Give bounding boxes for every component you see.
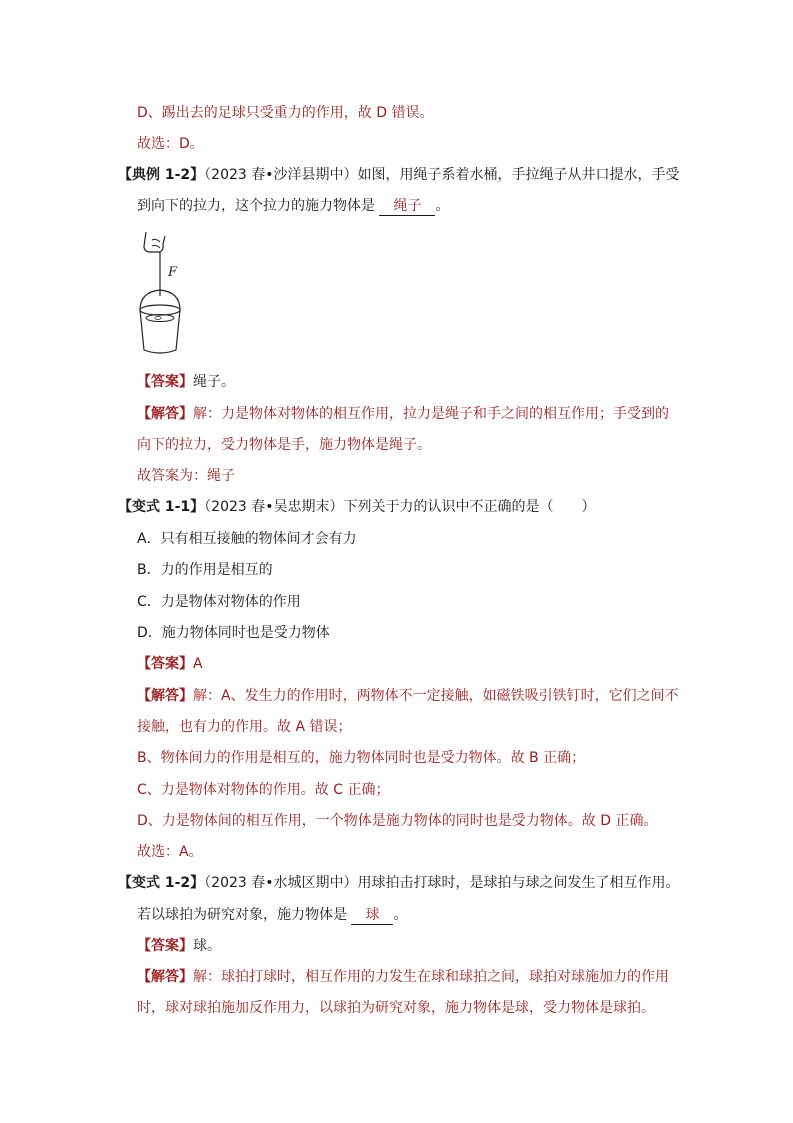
solution-1-line2: 向下的拉力，受力物体是手，施力物体是绳子。 xyxy=(137,437,431,453)
variant-text: 。 xyxy=(393,907,408,923)
option-c: C．力是物体对物体的作用 xyxy=(137,594,301,610)
solution-2-b: B、物体间力的作用是相互的，施力物体同时也是受力物体。故 B 正确； xyxy=(137,750,586,766)
variant-tag: 【变式 1-1】 xyxy=(118,499,205,515)
variant-1-1-question xyxy=(118,497,596,517)
option-d: D．施力物体同时也是受力物体 xyxy=(137,625,330,641)
answer-tag: 【答案】 xyxy=(137,374,193,390)
example-1-2-line2 xyxy=(137,196,449,216)
solution-1-line1 xyxy=(137,404,669,424)
example-text: 。 xyxy=(435,198,450,214)
answer-text: 绳子。 xyxy=(193,374,235,390)
answer-text: 球。 xyxy=(193,938,221,954)
force-label: F xyxy=(168,265,178,280)
solution-text: 解：A、发生力的作用时，两物体不一定接触，如磁铁吸引铁钉时，它们之间不 xyxy=(193,688,679,704)
example-text: 到向下的拉力，这个拉力的施力物体是 xyxy=(137,198,375,214)
variant-text: 若以球拍为研究对象，施力物体是 xyxy=(137,907,347,923)
solution-2-d: D、力是物体间的相互作用，一个物体是施力物体的同时也是受力物体。故 D 正确。 xyxy=(137,813,658,829)
blank-answer: 球 xyxy=(365,907,380,923)
choice-conclusion: 故选：D。 xyxy=(137,136,204,152)
example-1-2-line1 xyxy=(118,165,680,185)
solution-text: 解：球拍打球时，相互作用的力发生在球和球拍之间，球拍对球施加力的作用 xyxy=(193,969,669,985)
bucket-figure xyxy=(134,230,194,355)
example-tag: 【典例 1-2】 xyxy=(118,167,205,183)
answer-1 xyxy=(137,372,235,392)
hand-icon xyxy=(144,232,165,252)
solution-tag: 【解答】 xyxy=(137,969,193,985)
answer-tag: 【答案】 xyxy=(137,656,193,672)
answer-2 xyxy=(137,654,203,674)
solution-2-line2: 接触，也有力的作用。故 A 错误； xyxy=(137,719,352,735)
variant-tag: 【变式 1-2】 xyxy=(118,875,205,891)
option-a: A．只有相互接触的物体间才会有力 xyxy=(137,531,357,547)
solution-3-line1 xyxy=(137,967,669,987)
option-d-explanation: D、踢出去的足球只受重力的作用，故 D 错误。 xyxy=(137,105,434,121)
fill-blank xyxy=(351,906,393,925)
blank-answer: 绳子 xyxy=(393,198,422,214)
variant-1-2-line2 xyxy=(137,905,407,925)
solution-2-end: 故选：A。 xyxy=(137,844,203,860)
option-b: B．力的作用是相互的 xyxy=(137,562,273,578)
solution-text: 解：力是物体对物体的相互作用，拉力是绳子和手之间的相互作用；手受到的 xyxy=(193,406,669,422)
example-text: （2023 春•沙洋县期中）如图，用绳子系着水桶，手拉绳子从井口提水，手受 xyxy=(204,167,680,183)
variant-text: （2023 春•吴忠期末）下列关于力的认识中不正确的是（ ） xyxy=(204,499,596,515)
solution-2-c: C、力是物体对物体的作用。故 C 正确； xyxy=(137,782,390,798)
solution-3-line2: 时，球对球拍施加反作用力，以球拍为研究对象，施力物体是球，受力物体是球拍。 xyxy=(137,1000,655,1016)
solution-tag: 【解答】 xyxy=(137,688,193,704)
solution-1-line3: 故答案为：绳子 xyxy=(137,468,235,484)
variant-text: （2023 春•水城区期中）用球拍击打球时，是球拍与球之间发生了相互作用。 xyxy=(204,875,680,891)
fill-blank xyxy=(379,197,435,216)
variant-1-2-line1 xyxy=(118,873,680,893)
bucket-rim xyxy=(140,305,180,315)
answer-3 xyxy=(137,936,221,956)
solution-2-line1 xyxy=(137,686,679,706)
answer-tag: 【答案】 xyxy=(137,938,193,954)
solution-tag: 【解答】 xyxy=(137,406,193,422)
answer-text: A xyxy=(193,656,203,672)
